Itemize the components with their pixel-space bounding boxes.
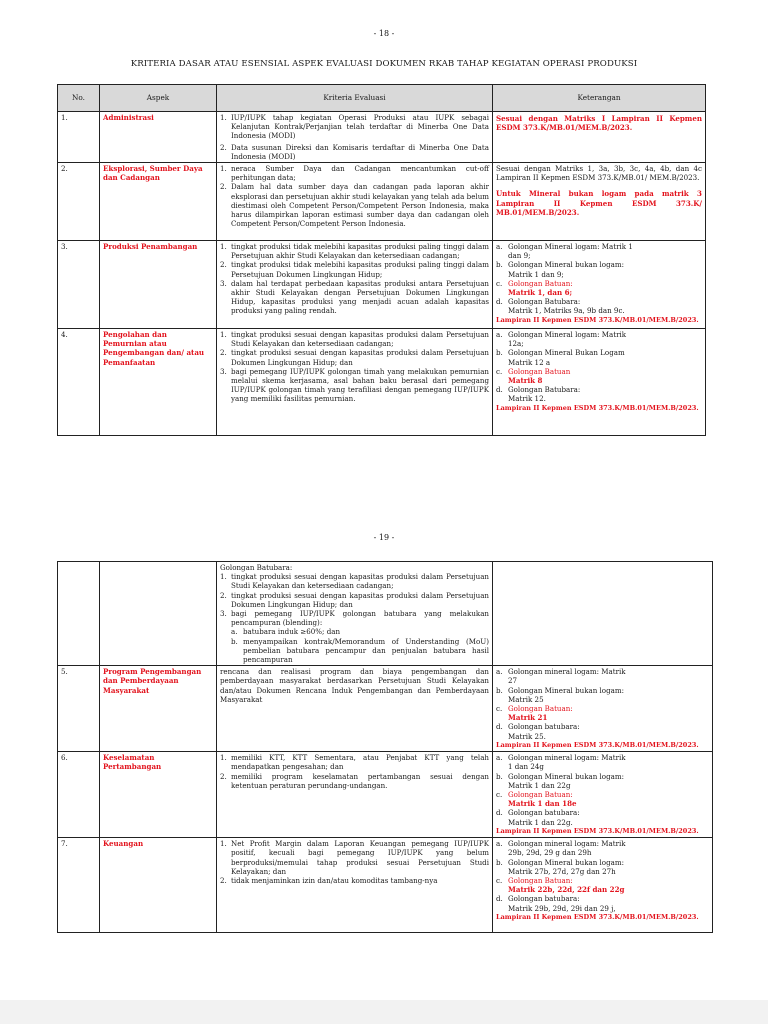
page-number: - 19 - [373, 533, 395, 542]
criteria-subitem: a. batubara induk ≥60%; dan [231, 627, 341, 637]
row-number: 4. [58, 329, 100, 436]
table-row-continuation [58, 562, 713, 666]
page-footer-band [0, 1000, 768, 1024]
row-keterangan [493, 838, 713, 933]
criteria-item: 1. tingkat produksi sesuai dengan kapasitas produksi dalam Persetujuan Studi Kelayakan dan ketersediaan cadangan; [220, 330, 489, 349]
criteria-item: 2. tingkat produksi tidak melebihi kapasitas produksi paling tinggi dalam Persetujuan Dokumen Lingkungan Hidup; [220, 260, 489, 279]
row-kriteria [217, 562, 493, 666]
keterangan-note-red: Untuk Mineral bukan logam pada matrik 3 Lampiran II Kepmen ESDM 373.K/ MB.01/MEM.B/2023. [496, 189, 702, 217]
table-row [58, 666, 713, 752]
row-aspek: Keuangan [100, 838, 217, 933]
page-number: - 18 - [373, 29, 395, 38]
criteria-item: 1. tingkat produksi sesuai dengan kapasitas produksi dalam Persetujuan Studi Kelayakan dan ketersediaan cadangan; [220, 572, 489, 591]
row-aspek: Pengolahan dan Pemurnian atau Pengembangan dan/ atau Pemanfaatan [100, 329, 217, 436]
criteria-item: 2. Data susunan Direksi dan Komisaris terdaftar di Minerba One Data Indonesia (MODI) [220, 142, 489, 161]
row-aspek: Produksi Penambangan [100, 241, 217, 329]
row-keterangan [493, 329, 706, 436]
row-kriteria [217, 329, 493, 436]
row-keterangan [493, 241, 706, 329]
table-row [58, 163, 706, 241]
keterangan-item: a. Golongan mineral logam: Matrik 1 dan 24g [496, 753, 626, 772]
row-aspek: Administrasi [100, 112, 217, 163]
row-number: 7. [58, 838, 100, 933]
document-title: KRITERIA DASAR ATAU ESENSIAL ASPEK EVALUASI DOKUMEN RKAB TAHAP KEGIATAN OPERASI PRODUKSI [130, 59, 638, 69]
header-kriteria: Kriteria Evaluasi [217, 85, 493, 112]
criteria-item: 3. bagi pemegang IUP/IUPK golongan timah yang melakukan pemurnian melalui skema kerjasama, asal bahan baku berasal dari pemegang IUP/IUPK golongan timah yang terafiliasi dengan pemegang IUP/IUPK yang memiliki fasilitas pemurnian. [220, 366, 489, 404]
row-kriteria [217, 666, 493, 752]
keterangan-item: d. Golongan batubara: Matrik 1 dan 22g. [496, 808, 580, 827]
keterangan-item: a. Golongan mineral logam: Matrik 27 [496, 667, 626, 686]
table-row [58, 752, 713, 838]
keterangan-item: a. Golongan mineral logam: Matrik 29b, 29d, 29 g dan 29h [496, 839, 626, 858]
row-number: 1. [58, 112, 100, 163]
keterangan-item: b. Golongan Mineral Bukan Logam Matrik 12 a [496, 348, 625, 367]
lampiran-reference: Lampiran II Kepmen ESDM 373.K/MB.01/MEM.B/2023. [496, 740, 699, 749]
table-header-row [58, 85, 706, 112]
keterangan-item: a. Golongan Mineral logam: Matrik 12a; [496, 330, 627, 349]
row-kriteria [217, 752, 493, 838]
keterangan-item: c. Golongan Batuan: Matrik 1 dan 18e [496, 790, 577, 809]
criteria-item: 2. tidak menjaminkan izin dan/atau komoditas tambang-nya [220, 876, 438, 886]
keterangan-item: c. Golongan Batuan: Matrik 1, dan 6; [496, 278, 573, 298]
criteria-item: 1. tingkat produksi tidak melebihi kapasitas produksi paling tinggi dalam Persetujuan akhir Studi Kelayakan dan ketersediaan cadangan; [220, 242, 489, 261]
keterangan-item: d. Golongan Batubara: Matrik 12. [496, 385, 581, 404]
table-row [58, 241, 706, 329]
criteria-subitem: b. menyampaikan kontrak/Memorandum of Understanding (MoU) pembelian batubara pencampur dan penjualan batubara hasil pencampuran [231, 636, 489, 665]
row-keterangan [493, 163, 706, 241]
keterangan-item: b. Golongan Mineral bukan logam: Matrik 1 dan 9; [496, 260, 624, 279]
keterangan-item: d. Golongan batubara: Matrik 29b, 29d, 29i dan 29 j, [496, 894, 616, 913]
keterangan-item: a. Golongan Mineral logam: Matrik 1 dan 9; [496, 242, 633, 261]
criteria-item: 3. dalam hal terdapat perbedaan kapasitas produksi antara Persetujuan akhir Studi Kelayakan dengan Persetujuan Dokumen Lingkungan Hidup, kapasitas produksi yang menjadi acuan adalah kapasitas produksi yang paling rendah. [220, 278, 489, 316]
evaluation-table-page-18 [57, 84, 706, 436]
row-keterangan [493, 666, 713, 752]
header-aspek: Aspek [100, 85, 217, 112]
criteria-item: 2. memiliki program keselamatan pertambangan sesuai dengan ketentuan peraturan perundang-undangan. [220, 771, 489, 790]
keterangan-item: b. Golongan Mineral bukan logam: Matrik 25 [496, 685, 624, 704]
row-keterangan [493, 112, 706, 163]
criteria-text: rencana dan realisasi program dan biaya pengembangan dan pemberdayaan masyarakat berdasarkan Persetujuan Studi Kelayakan dan/atau Dokumen Rencana Induk Pengembangan dan Pemberdayaan Masyarakat [220, 667, 489, 704]
criteria-item: 2. Dalam hal data sumber daya dan cadangan pada laporan akhir eksplorasi dan persetujuan akhir studi kelayakan yang telah ada belum diestimasi oleh Competent Person/Competent Person Indonesia, maka harus dilampirkan laporan estimasi sumber daya dan cadangan oleh Competent Person/Competent Person Indonesia. [220, 182, 489, 229]
criteria-item: 1. memiliki KTT, KTT Sementara, atau Penjabat KTT yang telah mendapatkan pengesahan; dan [220, 753, 489, 772]
row-number: 5. [58, 666, 100, 752]
keterangan-item: b. Golongan Mineral bukan logam: Matrik 27b, 27d, 27g dan 27h [496, 857, 624, 876]
row-keterangan [493, 752, 713, 838]
header-keterangan: Keterangan [493, 85, 706, 112]
keterangan-item: c. Golongan Batuan: Matrik 22b, 22d, 22f dan 22g [496, 876, 625, 895]
row-aspek: Keselamatan Pertambangan [100, 752, 217, 838]
row-kriteria [217, 112, 493, 163]
continuation-heading: Golongan Batubara: [220, 563, 293, 572]
header-no: No. [58, 85, 100, 112]
keterangan-note: Sesuai dengan Matriks 1, 3a, 3b, 3c, 4a, 4b, dan 4c Lampiran II Kepmen ESDM 373.K/MB.01/ MEM.B/2023. [496, 164, 702, 183]
keterangan-item: d. Golongan Batubara: Matrik 1, Matriks 9a, 9b dan 9c. [496, 297, 625, 316]
keterangan-item: d. Golongan batubara: Matrik 25. [496, 722, 580, 741]
lampiran-reference: Lampiran II Kepmen ESDM 373.K/MB.01/MEM.B/2023. [496, 403, 699, 412]
row-aspek: Program Pengembangan dan Pemberdayaan Masyarakat [100, 666, 217, 752]
table-row [58, 329, 706, 436]
table-row [58, 838, 713, 933]
criteria-item: 2. tingkat produksi sesuai dengan kapasitas produksi dalam Persetujuan Dokumen Lingkungan Hidup; dan [220, 590, 489, 609]
criteria-item: 3. bagi pemegang IUP/IUPK golongan batubara yang melakukan pencampuran (blending): a. batubara induk ≥60%; dan b. menyampaikan kontrak/Memorandum of Understanding (MoU) pembelian batubara pencampur dan penjualan batubara hasil pencampuran [220, 609, 489, 665]
keterangan-item: b. Golongan Mineral bukan logam: Matrik 1 dan 22g [496, 771, 624, 790]
row-number: 3. [58, 241, 100, 329]
keterangan-item: c. Golongan Batuan: Matrik 21 [496, 704, 573, 723]
criteria-item: 1. Net Profit Margin dalam Laporan Keuangan pemegang IUP/IUPK positif, kecuali bagi pemegang IUP/IUPK yang belum berproduksi/memulai tahap produksi sesuai Persetujuan Studi Kelayakan; dan [220, 839, 489, 876]
criteria-item: 1. neraca Sumber Daya dan Cadangan mencantumkan cut-off perhitungan data; [220, 164, 489, 183]
criteria-item: 2. tingkat produksi sesuai dengan kapasitas produksi dalam Persetujuan Dokumen Lingkungan Hidup; dan [220, 348, 489, 367]
lampiran-reference: Lampiran II Kepmen ESDM 373.K/MB.01/MEM.B/2023. [496, 315, 699, 324]
lampiran-reference: Lampiran II Kepmen ESDM 373.K/MB.01/MEM.B/2023. [496, 912, 699, 921]
row-kriteria [217, 241, 493, 329]
row-number: 2. [58, 163, 100, 241]
row-kriteria [217, 163, 493, 241]
evaluation-table-page-19 [57, 561, 713, 933]
lampiran-reference: Lampiran II Kepmen ESDM 373.K/MB.01/MEM.B/2023. [496, 826, 699, 835]
table-row [58, 112, 706, 163]
row-aspek: Eksplorasi, Sumber Daya dan Cadangan [100, 163, 217, 241]
criteria-item: 1. IUP/IUPK tahap kegiatan Operasi Produksi atau IUPK sebagai Kelanjutan Kontrak/Perjanjian telah terdaftar di Minerba One Data Indonesia (MODI) [220, 113, 489, 141]
row-number: 6. [58, 752, 100, 838]
keterangan-note: Sesuai dengan Matriks I Lampiran II Kepmen ESDM 373.K/MB.01/MEM.B/2023. [496, 114, 702, 133]
keterangan-item: c. Golongan Batuan Matrik 8 [496, 366, 571, 386]
row-kriteria [217, 838, 493, 933]
